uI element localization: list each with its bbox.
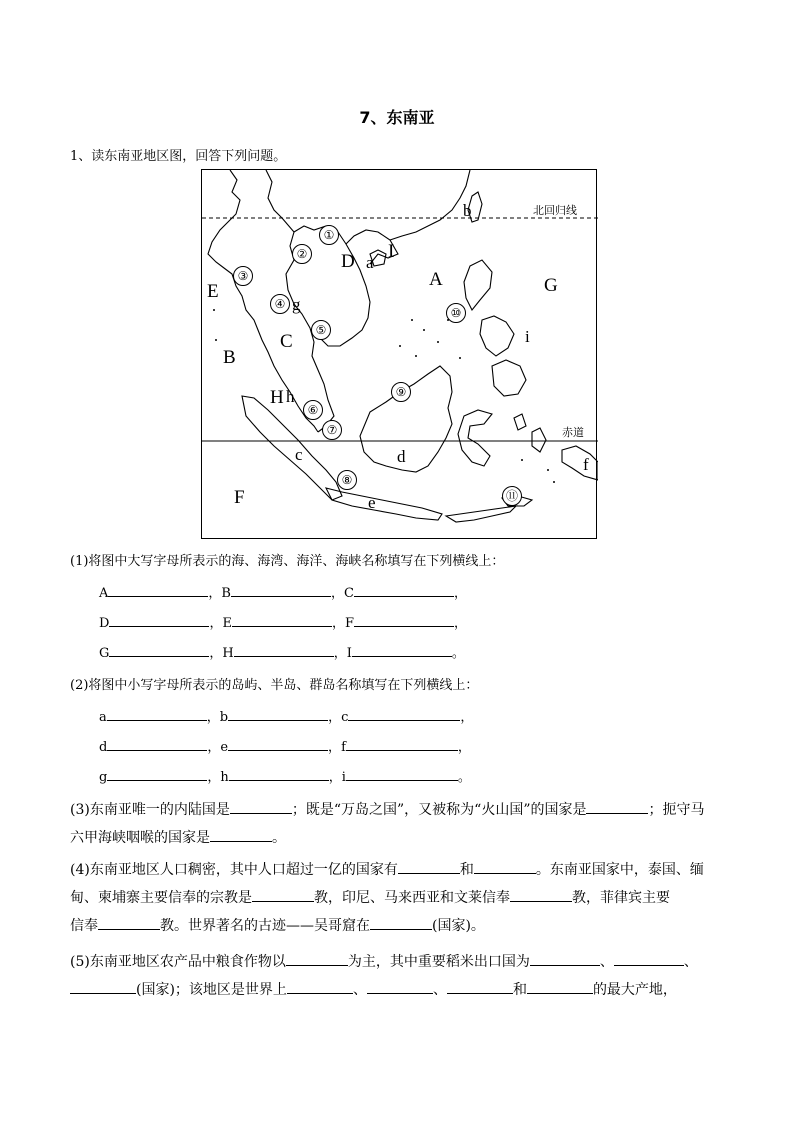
- answer-blank-g[interactable]: [107, 768, 207, 781]
- map-number-7: ⑦: [322, 420, 342, 440]
- answer-blank-D[interactable]: [109, 614, 209, 627]
- map-number-11: ⑪: [502, 486, 522, 506]
- answer-blank-f[interactable]: [346, 738, 458, 751]
- answer-blank-rice-exporter-1[interactable]: [530, 953, 600, 966]
- part-3: (3)东南亚唯一的内陆国是 ；既是“万岛之国”，又被称为“火山国”的国家是 ；扼守马 六甲海峡咽喉的国家是 。: [70, 802, 705, 846]
- answer-blank-h[interactable]: [229, 768, 329, 781]
- answer-blank-staple-crop[interactable]: [286, 953, 348, 966]
- answer-blank-b[interactable]: [228, 708, 328, 721]
- map-number-3: ③: [233, 266, 253, 286]
- answer-blank-religion-1[interactable]: [252, 889, 314, 902]
- answer-blank-i[interactable]: [346, 768, 458, 781]
- tropic-of-cancer-label: 北回归线: [533, 204, 577, 217]
- map-label-e: e: [368, 493, 376, 512]
- answer-blank-product-1[interactable]: [287, 981, 353, 994]
- part-2-row-1: a ，b ，c ，: [99, 710, 474, 725]
- map-label-H: H: [270, 387, 284, 408]
- part-1-row-3: G ，H ，I 。: [99, 646, 465, 661]
- answer-blank-populous-country-1[interactable]: [398, 861, 460, 874]
- answer-blank-H[interactable]: [234, 644, 334, 657]
- question-1-prompt: 1、读东南亚地区图，回答下列问题。: [70, 149, 287, 164]
- part-1-row-1: A ，B ，C ，: [99, 586, 467, 601]
- answer-blank-a[interactable]: [107, 708, 207, 721]
- part-4: (4)东南亚地区人口稠密，其中人口超过一亿的国家有 和 。东南亚国家中，泰国、缅 甸、柬埔寨主要信奉的宗教是 教，印尼、马来西亚和文莱信奉 教，菲律宾主要 信奉 教。世界著名的古迹——吴哥窟在 (国家)。: [70, 862, 704, 934]
- map-number-5: ⑤: [311, 320, 331, 340]
- map-label-G: G: [544, 275, 558, 296]
- answer-blank-angkor-country[interactable]: [370, 917, 432, 930]
- southeast-asia-map: [201, 169, 597, 539]
- map-number-2: ②: [292, 244, 312, 264]
- answer-blank-B[interactable]: [231, 584, 331, 597]
- answer-blank-product-3[interactable]: [447, 981, 513, 994]
- answer-blank-d[interactable]: [107, 738, 207, 751]
- map-label-b: b: [463, 201, 472, 220]
- answer-blank-product-2[interactable]: [367, 981, 433, 994]
- map-number-9: ⑨: [391, 382, 411, 402]
- answer-blank-C[interactable]: [354, 584, 454, 597]
- map-label-c: c: [295, 445, 303, 464]
- map-label-f: f: [583, 455, 589, 474]
- map-number-1: ①: [319, 225, 339, 245]
- answer-blank-E[interactable]: [232, 614, 332, 627]
- answer-blank-rice-exporter-2[interactable]: [614, 953, 684, 966]
- answer-blank-malacca-country[interactable]: [210, 829, 272, 842]
- map-label-B: B: [223, 347, 236, 368]
- map-label-E: E: [207, 281, 219, 302]
- part-1-row-2: D ，E ，F ，: [99, 616, 468, 631]
- answer-blank-c[interactable]: [348, 708, 460, 721]
- map-number-4: ④: [270, 294, 290, 314]
- map-number-8: ⑧: [337, 470, 357, 490]
- answer-blank-product-4[interactable]: [527, 981, 593, 994]
- map-number-6: ⑥: [303, 400, 323, 420]
- map-label-A: A: [429, 269, 443, 290]
- part-5: (5)东南亚地区农产品中粮食作物以 为主，其中重要稻米出口国为 、 、 (国家)；该地区是世界上 、 、 和 的最大产地，: [70, 954, 698, 998]
- equator-label: 赤道: [562, 426, 584, 439]
- answer-blank-populous-country-2[interactable]: [474, 861, 536, 874]
- part-2-prompt: (2)将图中小写字母所表示的岛屿、半岛、群岛名称填写在下列横线上：: [70, 678, 479, 693]
- part-2-row-3: g ，h ，i 。: [99, 770, 471, 785]
- map-label-h: h: [286, 387, 295, 406]
- map-label-a: a: [366, 253, 374, 272]
- answer-blank-e[interactable]: [228, 738, 328, 751]
- map-label-D: D: [341, 251, 355, 272]
- map-outline: [202, 170, 598, 540]
- answer-blank-religion-3[interactable]: [98, 917, 160, 930]
- map-label-i: i: [525, 327, 530, 346]
- answer-blank-landlocked-country[interactable]: [230, 801, 292, 814]
- map-label-g: g: [292, 295, 301, 314]
- answer-blank-A[interactable]: [108, 584, 208, 597]
- map-label-d: d: [397, 447, 406, 466]
- map-label-F: F: [234, 487, 245, 508]
- map-number-10: ⑩: [446, 303, 466, 323]
- part-1-prompt: (1)将图中大写字母所表示的海、海湾、海洋、海峡名称填写在下列横线上：: [70, 554, 505, 569]
- answer-blank-archipelago-country[interactable]: [586, 801, 648, 814]
- answer-blank-G[interactable]: [109, 644, 209, 657]
- page-title: 7、东南亚: [359, 108, 435, 127]
- answer-blank-rice-exporter-3[interactable]: [70, 981, 136, 994]
- map-label-C: C: [280, 331, 293, 352]
- answer-blank-I[interactable]: [352, 644, 452, 657]
- map-label-I: I: [388, 241, 395, 262]
- answer-blank-religion-2[interactable]: [510, 889, 572, 902]
- part-2-row-2: d ，e ，f ，: [99, 740, 471, 755]
- answer-blank-F[interactable]: [354, 614, 454, 627]
